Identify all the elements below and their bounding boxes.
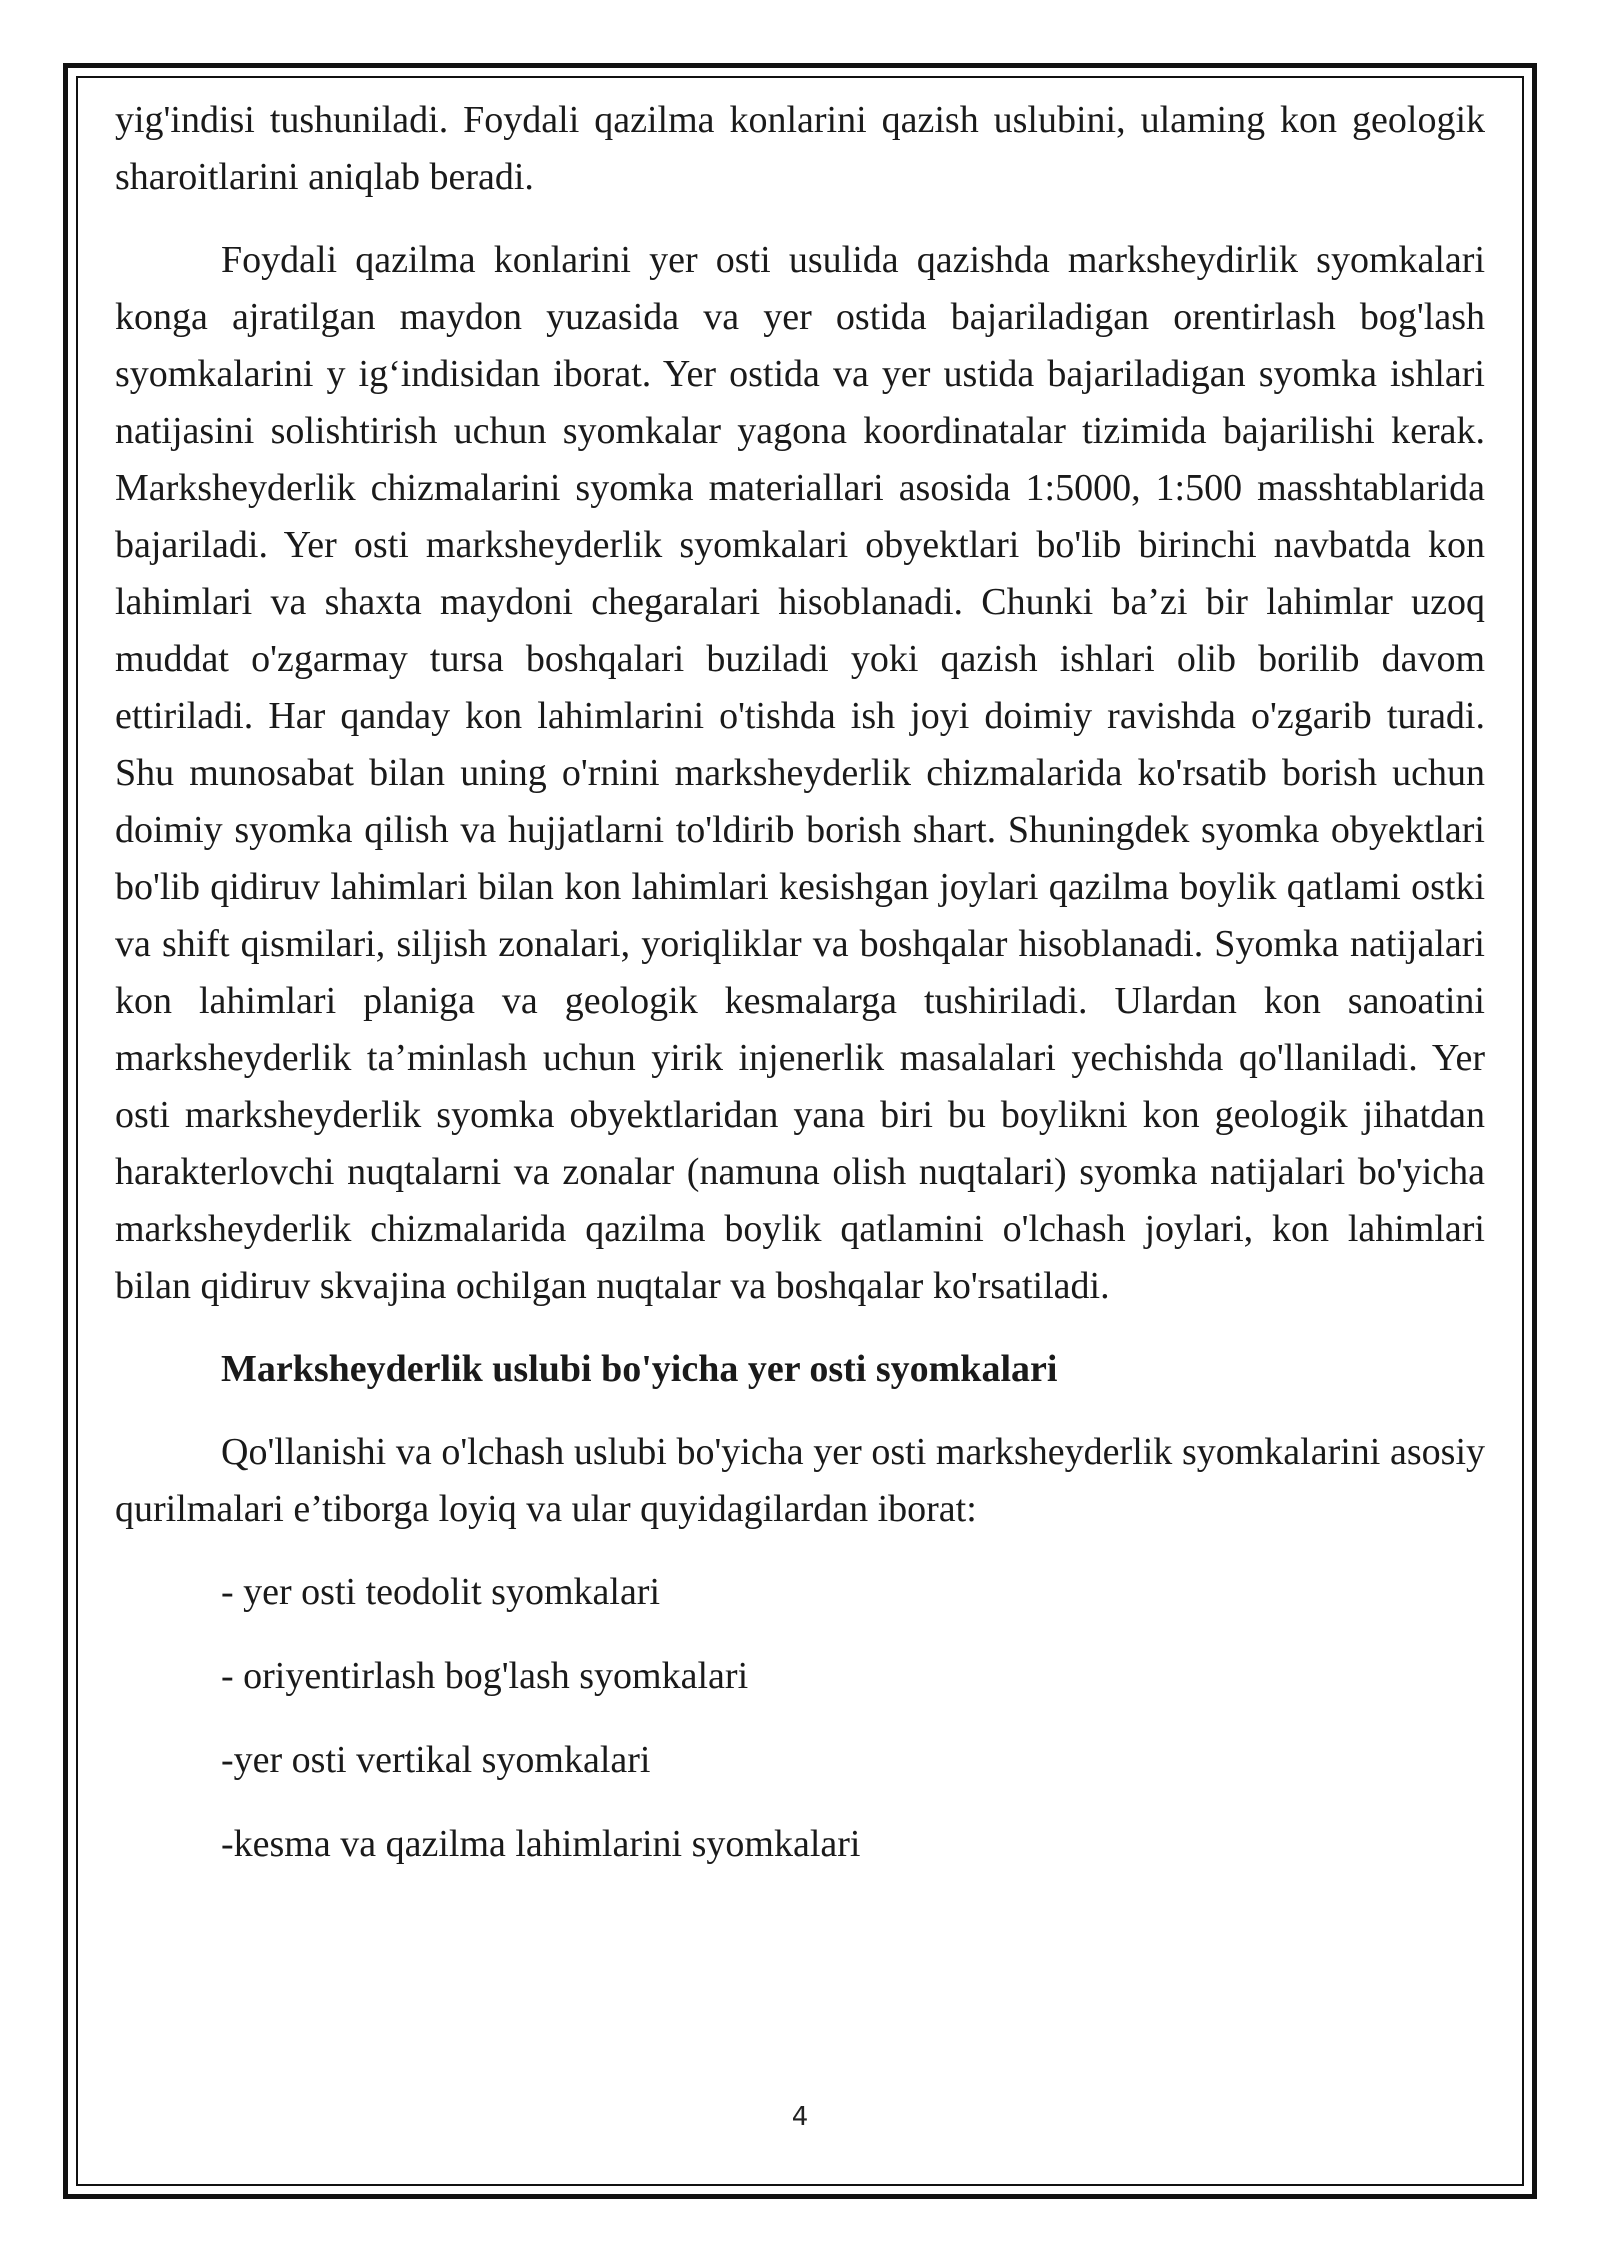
list-item: -kesma va qazilma lahimlarini syomkalari	[221, 1823, 861, 1865]
paragraph-intro: Qo'llanishi va o'lchash uslubi bo'yicha yer osti marksheyderlik syomkalarini asosiy qurilmalari e’tiborga loyiq va ular quyidagilardan iborat:	[115, 1431, 1485, 1530]
list-item: -yer osti vertikal syomkalari	[221, 1739, 651, 1781]
page-number: 4	[791, 2102, 809, 2132]
survey-types-list	[115, 1564, 1485, 1873]
list-item: - oriyentirlash bog'lash syomkalari	[221, 1655, 749, 1697]
section-heading: Marksheyderlik uslubi bo'yicha yer osti syomkalari	[221, 1348, 1058, 1390]
page-content	[115, 92, 1485, 1900]
paragraph-continuation: yig'indisi tushuniladi. Foydali qazilma konlarini qazish uslubini, ulaming kon geologik sharoitlarini aniqlab beradi.	[115, 99, 1485, 198]
paragraph-main: Foydali qazilma konlarini yer osti usulida qazishda marksheydirlik syomkalari konga ajratilgan maydon yuzasida va yer ostida bajariladigan orentirlash bog'lash syomkalarini y ig‘indisidan iborat. Yer ostida va yer ustida bajariladigan syomka ishlari natijasini solishtirish uchun syomkalar yagona koordinatalar tizimida bajarilishi kerak. Marksheyderlik chizmalarini syomka materiallari asosida 1:5000, 1:500 masshtablarida bajariladi. Yer osti marksheyderlik syomkalari obyektlari bo'lib birinchi navbatda kon lahimlari va shaxta maydoni chegaralari hisoblanadi. Chunki ba’zi bir lahimlar uzoq muddat o'zgarmay tursa boshqalari buziladi yoki qazish ishlari olib borilib davom ettiriladi. Har qanday kon lahimlarini o'tishda ish joyi doimiy ravishda o'zgarib turadi. Shu munosabat bilan uning o'rnini marksheyderlik chizmalarida ko'rsatib borish uchun doimiy syomka qilish va hujjatlarni to'ldirib borish shart. Shuningdek syomka obyektlari bo'lib qidiruv lahimlari bilan kon lahimlari kesishgan joylari qazilma boylik qatlami ostki va shift qismilari, siljish zonalari, yoriqliklar va boshqalar hisoblanadi. Syomka natijalari kon lahimlari planiga va geologik kesmalarga tushiriladi. Ulardan kon sanoatini marksheyderlik ta’minlash uchun yirik injenerlik masalalari yechishda qo'llaniladi. Yer osti marksheyderlik syomka obyektlaridan yana biri bu boylikni kon geologik jihatdan harakterlovchi nuqtalarni va zonalar (namuna olish nuqtalari) syomka natijalari bo'yicha marksheyderlik chizmalarida qazilma boylik qatlamini o'lchash joylari, kon lahimlari bilan qidiruv skvajina ochilgan nuqtalar va boshqalar ko'rsatiladi.	[115, 239, 1485, 1307]
list-item: - yer osti teodolit syomkalari	[221, 1571, 661, 1613]
